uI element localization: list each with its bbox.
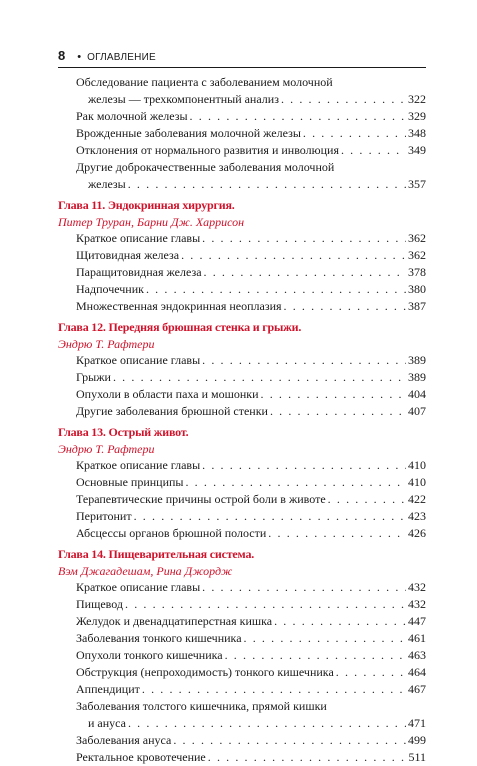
dot-leader xyxy=(202,579,406,596)
toc-entry xyxy=(58,630,426,647)
toc-page-number: 380 xyxy=(408,282,426,296)
dot-leader xyxy=(341,142,406,159)
toc-entry xyxy=(58,715,426,732)
toc-page-number: 499 xyxy=(408,733,426,747)
toc-entry xyxy=(58,457,426,474)
toc-entry-title: Врожденные заболевания молочной железы xyxy=(76,126,301,140)
dot-leader xyxy=(125,596,406,613)
toc-entry-title: Ректальное кровотечение xyxy=(76,750,206,764)
toc-entry xyxy=(58,264,426,281)
dot-leader xyxy=(336,664,406,681)
toc-entry-title: Другие заболевания брюшной стенки xyxy=(76,404,268,418)
dot-leader xyxy=(270,403,406,420)
page-number: 8 xyxy=(58,48,66,63)
dot-leader xyxy=(134,508,406,525)
dot-leader xyxy=(202,230,406,247)
toc-entry-line xyxy=(58,159,426,176)
toc-entry-title: железы xyxy=(88,177,126,191)
chapter-title: Глава 13. Острый живот. xyxy=(58,425,189,439)
toc-page-number: 432 xyxy=(408,580,426,594)
toc-entry-title: Грыжи xyxy=(76,370,111,384)
dot-leader xyxy=(113,369,406,386)
toc-page-number: 461 xyxy=(408,631,426,645)
toc-page-number: 426 xyxy=(408,526,426,540)
dot-leader xyxy=(303,125,406,142)
toc-page-number: 410 xyxy=(408,458,426,472)
dot-leader xyxy=(142,681,406,698)
dot-leader xyxy=(284,298,406,315)
toc-entry-title: Рак молочной железы xyxy=(76,109,188,123)
toc-entry-title: Основные принципы xyxy=(76,475,184,489)
toc-entry xyxy=(58,352,426,369)
chapter-block xyxy=(58,319,426,420)
chapter-authors: Вэм Джагадешам, Рина Джордж xyxy=(58,564,233,578)
toc-entry-title: Аппендицит xyxy=(76,682,140,696)
toc-entry xyxy=(58,108,426,125)
chapter-block xyxy=(58,546,426,766)
dot-leader xyxy=(268,525,406,542)
toc-entry xyxy=(58,230,426,247)
toc-entry xyxy=(58,281,426,298)
toc-page-number: 348 xyxy=(408,126,426,140)
chapter-title: Глава 14. Пищеварительная система. xyxy=(58,547,255,561)
toc-page-number: 362 xyxy=(408,231,426,245)
toc-page-number: 407 xyxy=(408,404,426,418)
toc-entry xyxy=(58,125,426,142)
toc-entry-title: Заболевания ануса xyxy=(76,733,172,747)
toc-page-number: 471 xyxy=(408,716,426,730)
toc-entry xyxy=(58,664,426,681)
chapter-authors: Эндрю Т. Рафтери xyxy=(58,337,155,351)
dot-leader xyxy=(190,108,406,125)
toc-page-number: 322 xyxy=(408,92,426,106)
toc-entry-line xyxy=(58,74,426,91)
dot-leader xyxy=(274,613,406,630)
toc-entry xyxy=(58,508,426,525)
running-header xyxy=(58,48,426,64)
toc-entry-title: Опухоли в области паха и мошонки xyxy=(76,387,259,401)
toc-entry-title: Краткое описание главы xyxy=(76,580,201,594)
toc-entry xyxy=(58,647,426,664)
toc-entry-title: Множественная эндокринная неоплазия xyxy=(76,299,282,313)
toc-entry xyxy=(58,613,426,630)
toc-entry-title: Другие доброкачественные заболевания молочной xyxy=(76,160,335,174)
toc-page-number: 467 xyxy=(408,682,426,696)
dot-leader xyxy=(128,715,406,732)
bullet-separator: • xyxy=(77,51,82,63)
toc-entry-title: Отклонения от нормального развития и инволюция xyxy=(76,143,339,157)
toc-entry-title: Перитонит xyxy=(76,509,132,523)
toc-page-number: 389 xyxy=(408,353,426,367)
toc-entry-title: Надпочечник xyxy=(76,282,144,296)
chapter-block xyxy=(58,424,426,542)
dot-leader xyxy=(225,647,406,664)
toc-page-number: 422 xyxy=(408,492,426,506)
toc-entry xyxy=(58,142,426,159)
chapter-block xyxy=(58,197,426,315)
dot-leader xyxy=(261,386,406,403)
toc-page-number: 378 xyxy=(408,265,426,279)
toc-entry-title: и ануса xyxy=(88,716,126,730)
toc-page-number: 511 xyxy=(408,750,426,764)
toc-entry-title: Абсцессы органов брюшной полости xyxy=(76,526,267,540)
chapter-authors: Эндрю Т. Рафтери xyxy=(58,442,155,456)
toc-page-number: 389 xyxy=(408,370,426,384)
toc-page-number: 432 xyxy=(408,597,426,611)
toc-entry-line xyxy=(58,698,426,715)
toc-entry xyxy=(58,369,426,386)
dot-leader xyxy=(202,457,406,474)
toc-entry-title: железы — трехкомпонентный анализ xyxy=(88,92,279,106)
toc-entry xyxy=(58,525,426,542)
header-rule xyxy=(58,67,426,68)
toc-entry xyxy=(58,732,426,749)
toc-page-number: 357 xyxy=(408,177,426,191)
toc-entry xyxy=(58,749,426,766)
toc-entry-title: Обструкция (непроходимость) тонкого кишечника xyxy=(76,665,334,679)
dot-leader xyxy=(281,91,406,108)
toc-page-number: 362 xyxy=(408,248,426,262)
toc-entry-title: Желудок и двенадцатиперстная кишка xyxy=(76,614,273,628)
dot-leader xyxy=(328,491,406,508)
toc-page-number: 404 xyxy=(408,387,426,401)
toc-entry xyxy=(58,91,426,108)
toc-entry-title: Заболевания тонкого кишечника xyxy=(76,631,242,645)
toc-page-number: 463 xyxy=(408,648,426,662)
toc-page-number: 387 xyxy=(408,299,426,313)
toc-entry-title: Заболевания толстого кишечника, прямой кишки xyxy=(76,699,327,713)
toc-entry-title: Краткое описание главы xyxy=(76,353,201,367)
toc-entry xyxy=(58,403,426,420)
toc-entry xyxy=(58,247,426,264)
toc-page-number: 423 xyxy=(408,509,426,523)
toc-entry xyxy=(58,474,426,491)
section-title: ОГЛАВЛЕНИЕ xyxy=(87,52,156,63)
toc-entry-title: Краткое описание главы xyxy=(76,458,201,472)
toc-entry-title: Краткое описание главы xyxy=(76,231,201,245)
toc-entry-title: Щитовидная железа xyxy=(76,248,180,262)
toc-entry-title: Терапевтические причины острой боли в животе xyxy=(76,492,326,506)
chapter-authors: Питер Труран, Барни Дж. Харрисон xyxy=(58,215,245,229)
dot-leader xyxy=(202,352,406,369)
dot-leader xyxy=(208,749,407,766)
chapter-title: Глава 11. Эндокринная хирургия. xyxy=(58,198,235,212)
dot-leader xyxy=(204,264,406,281)
toc-page-number: 447 xyxy=(408,614,426,628)
toc-page-number: 349 xyxy=(408,143,426,157)
toc-entry xyxy=(58,386,426,403)
toc-entry xyxy=(58,681,426,698)
toc-entry-title: Паращитовидная железа xyxy=(76,265,202,279)
dot-leader xyxy=(181,247,406,264)
dot-leader xyxy=(173,732,406,749)
toc-entry-title: Опухоли тонкого кишечника xyxy=(76,648,223,662)
toc-entry-title: Обследование пациента с заболеванием молочной xyxy=(76,75,333,89)
dot-leader xyxy=(128,176,406,193)
toc-page-number: 329 xyxy=(408,109,426,123)
toc-page-number: 464 xyxy=(408,665,426,679)
toc-entry xyxy=(58,596,426,613)
dot-leader xyxy=(185,474,406,491)
toc-page-number: 410 xyxy=(408,475,426,489)
dot-leader xyxy=(146,281,406,298)
toc-entry xyxy=(58,298,426,315)
dot-leader xyxy=(244,630,406,647)
chapter-title: Глава 12. Передняя брюшная стенка и грыжи. xyxy=(58,320,302,334)
toc-entry-title: Пищевод xyxy=(76,597,123,611)
toc-entry xyxy=(58,176,426,193)
toc-entry xyxy=(58,579,426,596)
table-of-contents xyxy=(58,74,426,766)
toc-entry xyxy=(58,491,426,508)
